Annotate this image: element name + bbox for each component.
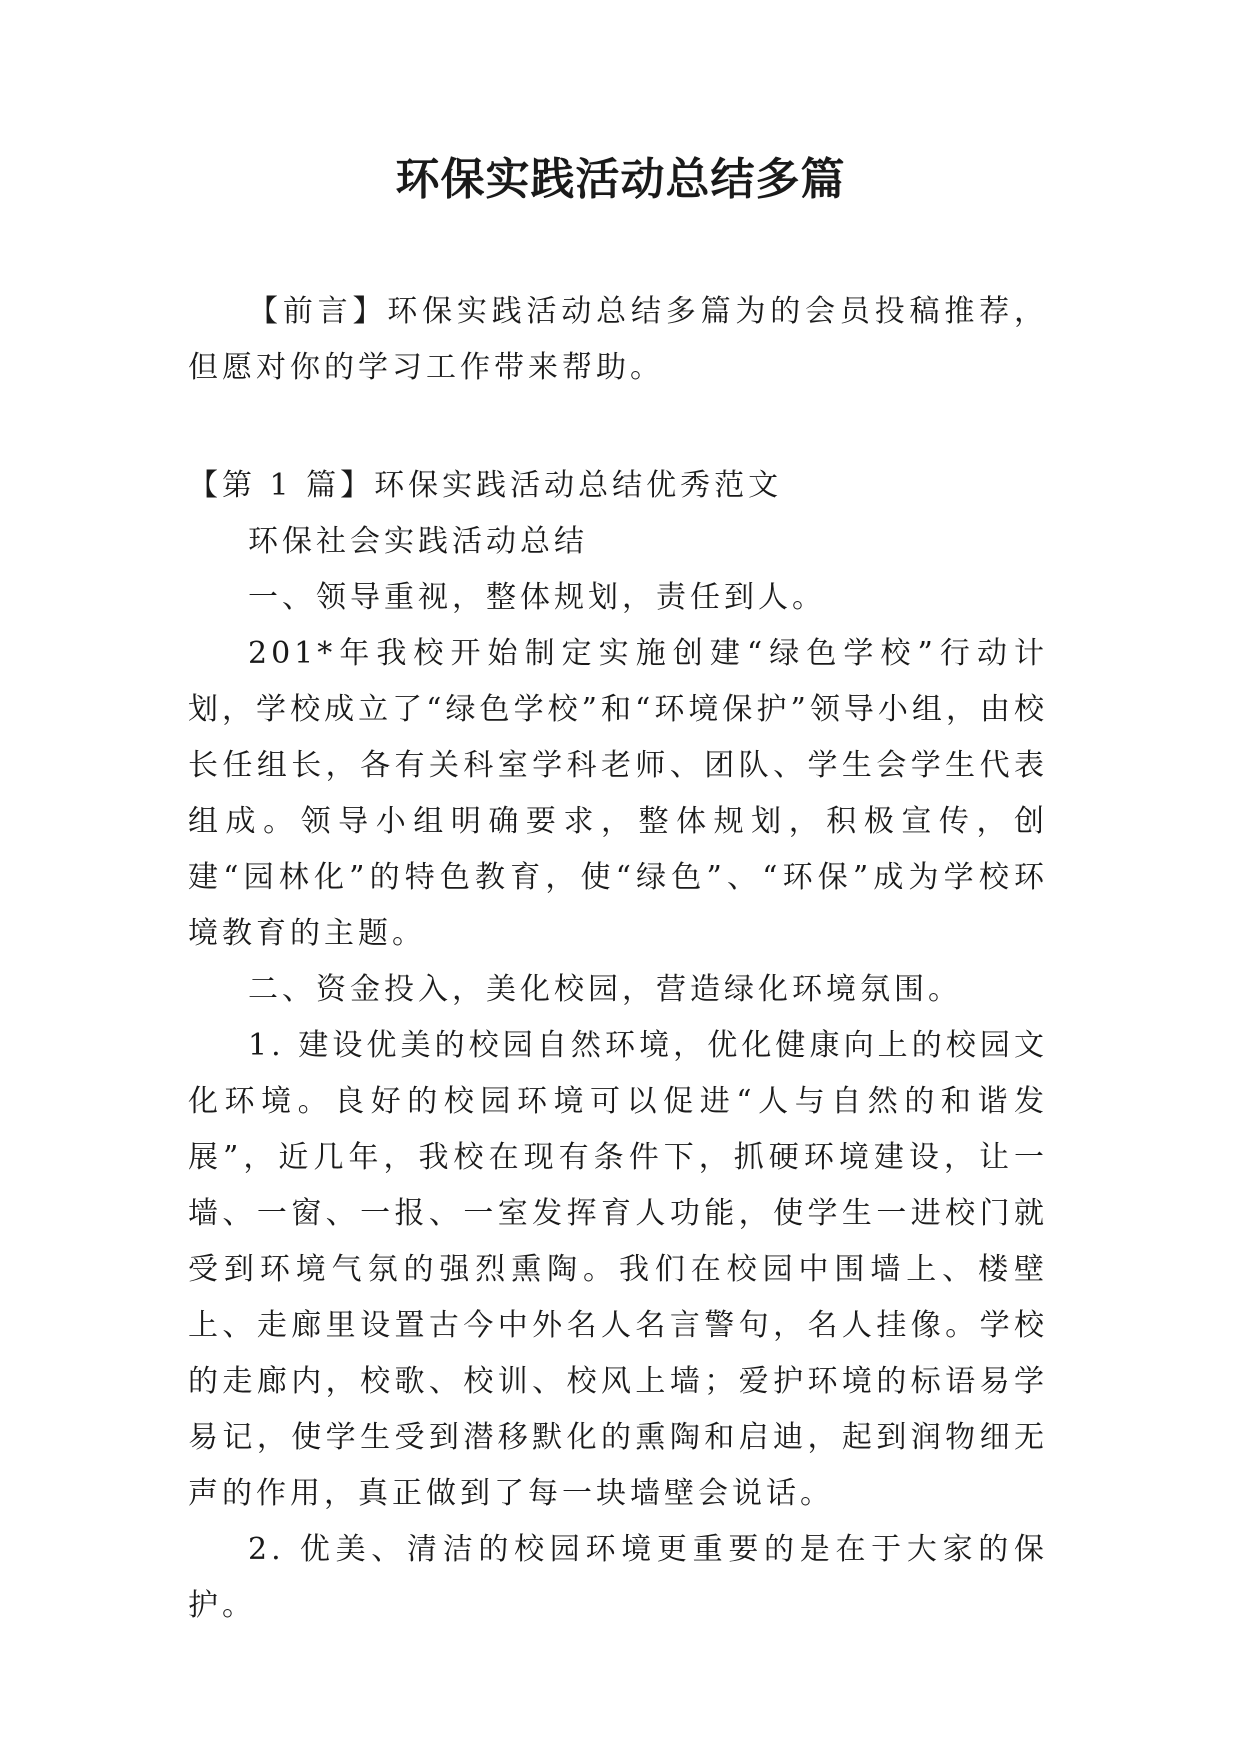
paragraph-subtitle: 环保社会实践活动总结: [248, 524, 588, 559]
section-heading: 【第 1 篇】环保实践活动总结优秀范文: [188, 468, 783, 503]
paragraph-body-3: 2. 优美、清洁的校园环境更重要的是在于大家的保护。: [188, 1532, 1048, 1623]
document-title: 环保实践活动总结多篇: [395, 154, 846, 205]
paragraph-body-2: 1. 建设优美的校园自然环境，优化健康向上的校园文化环境。良好的校园环境可以促进“人与自然的和谐发展”，近几年，我校在现有条件下，抓硬环境建设，让一墙、一窗、一报、一室发挥育人功能，使学生一进校门就受到环境气氛的强烈熏陶。我们在校园中围墙上、楼壁上、走廊里设置古今中外名人名言警句，名人挂像。学校的走廊内，校歌、校训、校风上墙；爱护环境的标语易学易记，使学生受到潜移默化的熏陶和启迪，起到润物细无声的作用，真正做到了每一块墙壁会说话。: [188, 1028, 1048, 1511]
preface-paragraph: 【前言】环保实践活动总结多篇为的会员投稿推荐，但愿对你的学习工作带来帮助。: [188, 294, 1048, 385]
preface-block: [188, 284, 1048, 396]
paragraph-heading-1: 一、领导重视，整体规划，责任到人。: [248, 580, 826, 615]
paragraph-heading-2: 二、资金投入，美化校园，营造绿化环境氛围。: [248, 972, 962, 1007]
section-1: [188, 458, 1048, 1634]
paragraph-body-1: 201*年我校开始制定实施创建“绿色学校”行动计划，学校成立了“绿色学校”和“环境保护”领导小组，由校长任组长，各有关科室学科老师、团队、学生会学生代表组成。领导小组明确要求，整体规划，积极宣传，创建“园林化”的特色教育，使“绿色”、“环保”成为学校环境教育的主题。: [188, 636, 1048, 951]
